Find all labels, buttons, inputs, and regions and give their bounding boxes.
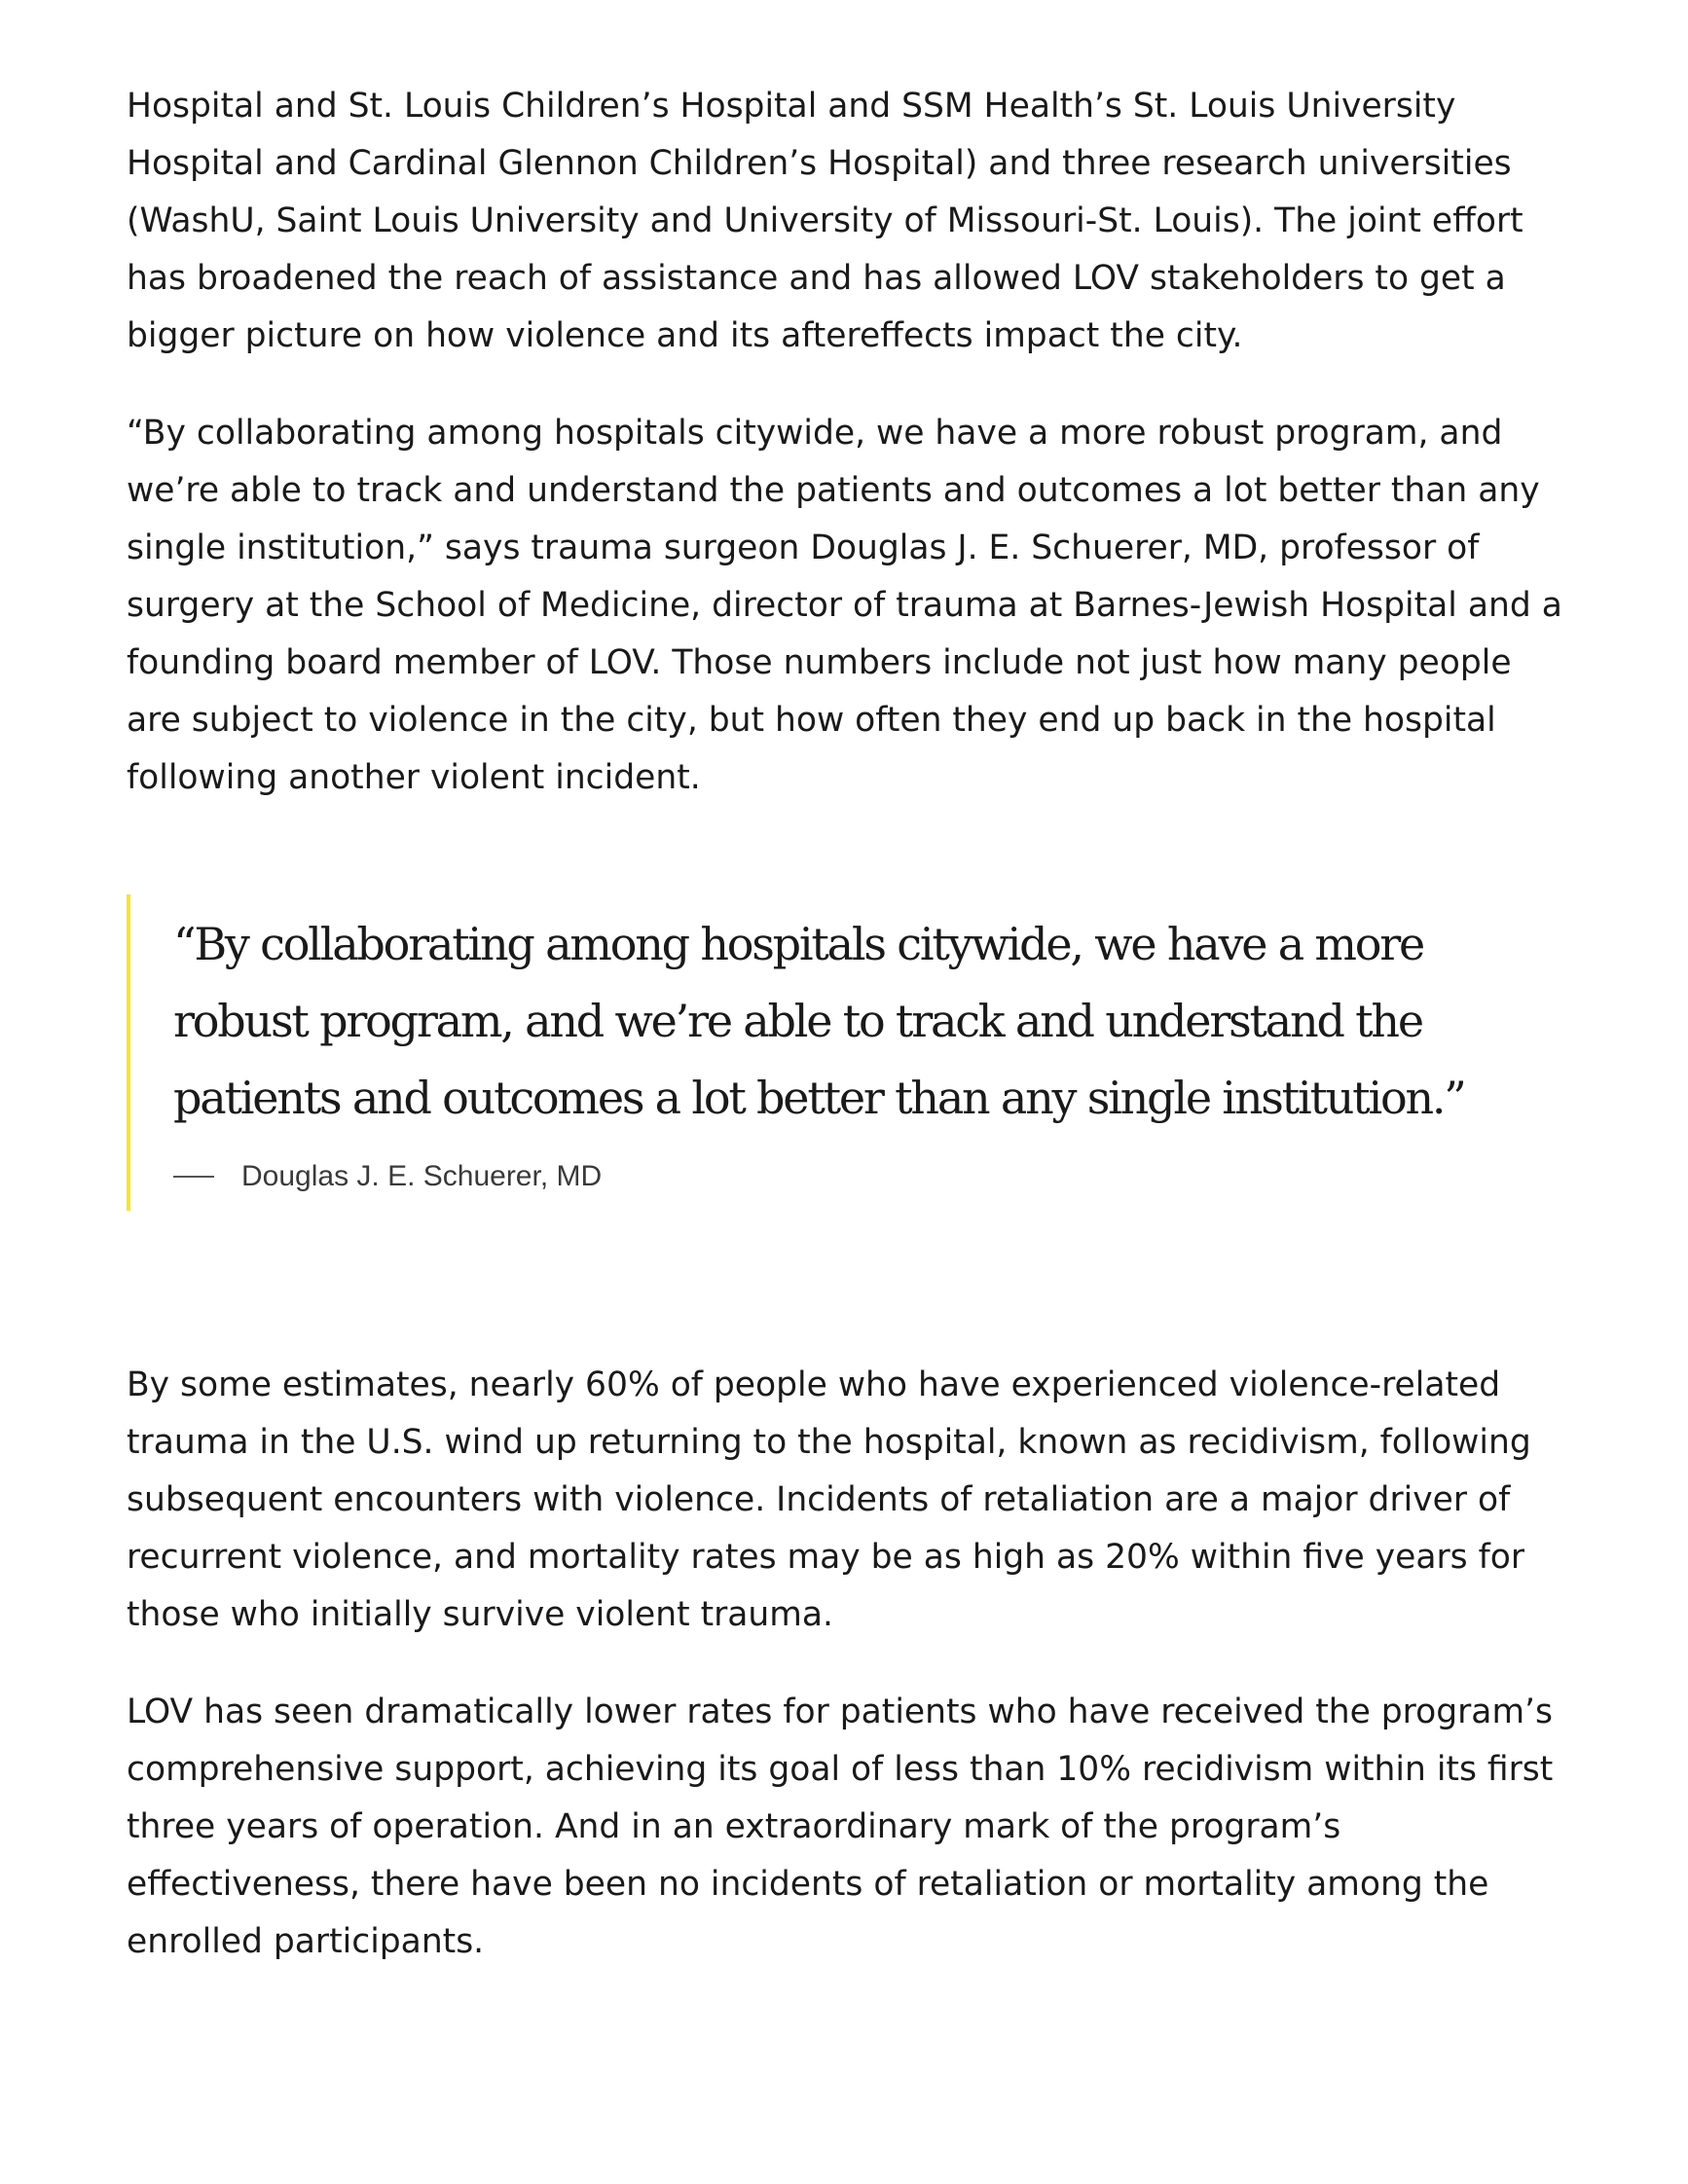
paragraph-recidivism-estimates: By some estimates, nearly 60% of people who have experienced violence-related trauma in the U.S. wind up returning to the hospital, known as recidivism, following subsequent encounters with violence. Incidents of retaliation are a major driver of recurrent violence, and mortality rates may be as high as 20% within five years for those who initially survive violent trauma. bbox=[127, 1365, 1531, 1634]
attribution-dash bbox=[173, 1176, 214, 1178]
article-body bbox=[127, 78, 1567, 2011]
paragraph-hospital-partners: Hospital and St. Louis Children’s Hospital and SSM Health’s St. Louis University Hospital and Cardinal Glennon Children’s Hospital) and three research universities (WashU, Saint Louis University and University of Missouri-St. Louis). The joint effort has broadened the reach of assistance and has allowed LOV stakeholders to get a bigger picture on how violence and its aftereffects impact the city. bbox=[127, 87, 1523, 355]
pull-quote bbox=[127, 894, 1567, 1211]
pull-quote-text: “By collaborating among hospitals citywide, we have a more robust program, and we’re able to track and understand the patients and outcomes a lot better than any single institution.” bbox=[173, 918, 1465, 1124]
attribution-name: Douglas J. E. Schuerer, MD bbox=[241, 1160, 603, 1192]
paragraph-schuerer-quote: “By collaborating among hospitals citywide, we have a more robust program, and we’re able to track and understand the patients and outcomes a lot better than any single institution,” says trauma surgeon Douglas J. E. Schuerer, MD, professor of surgery at the School of Medicine, director of trauma at Barnes-Jewish Hospital and a founding board member of LOV. Those numbers include not just how many people are subject to violence in the city, but how often they end up back in the hospital following another violent incident. bbox=[127, 414, 1562, 797]
pull-quote-attribution bbox=[173, 1160, 1567, 1193]
paragraph-lov-results: LOV has seen dramatically lower rates for patients who have received the program’s comprehensive support, achieving its goal of less than 10% recidivism within its first three years of operation. And in an extraordinary mark of the program’s effectiveness, there have been no incidents of retaliation or mortality among the enrolled participants. bbox=[127, 1693, 1554, 1961]
